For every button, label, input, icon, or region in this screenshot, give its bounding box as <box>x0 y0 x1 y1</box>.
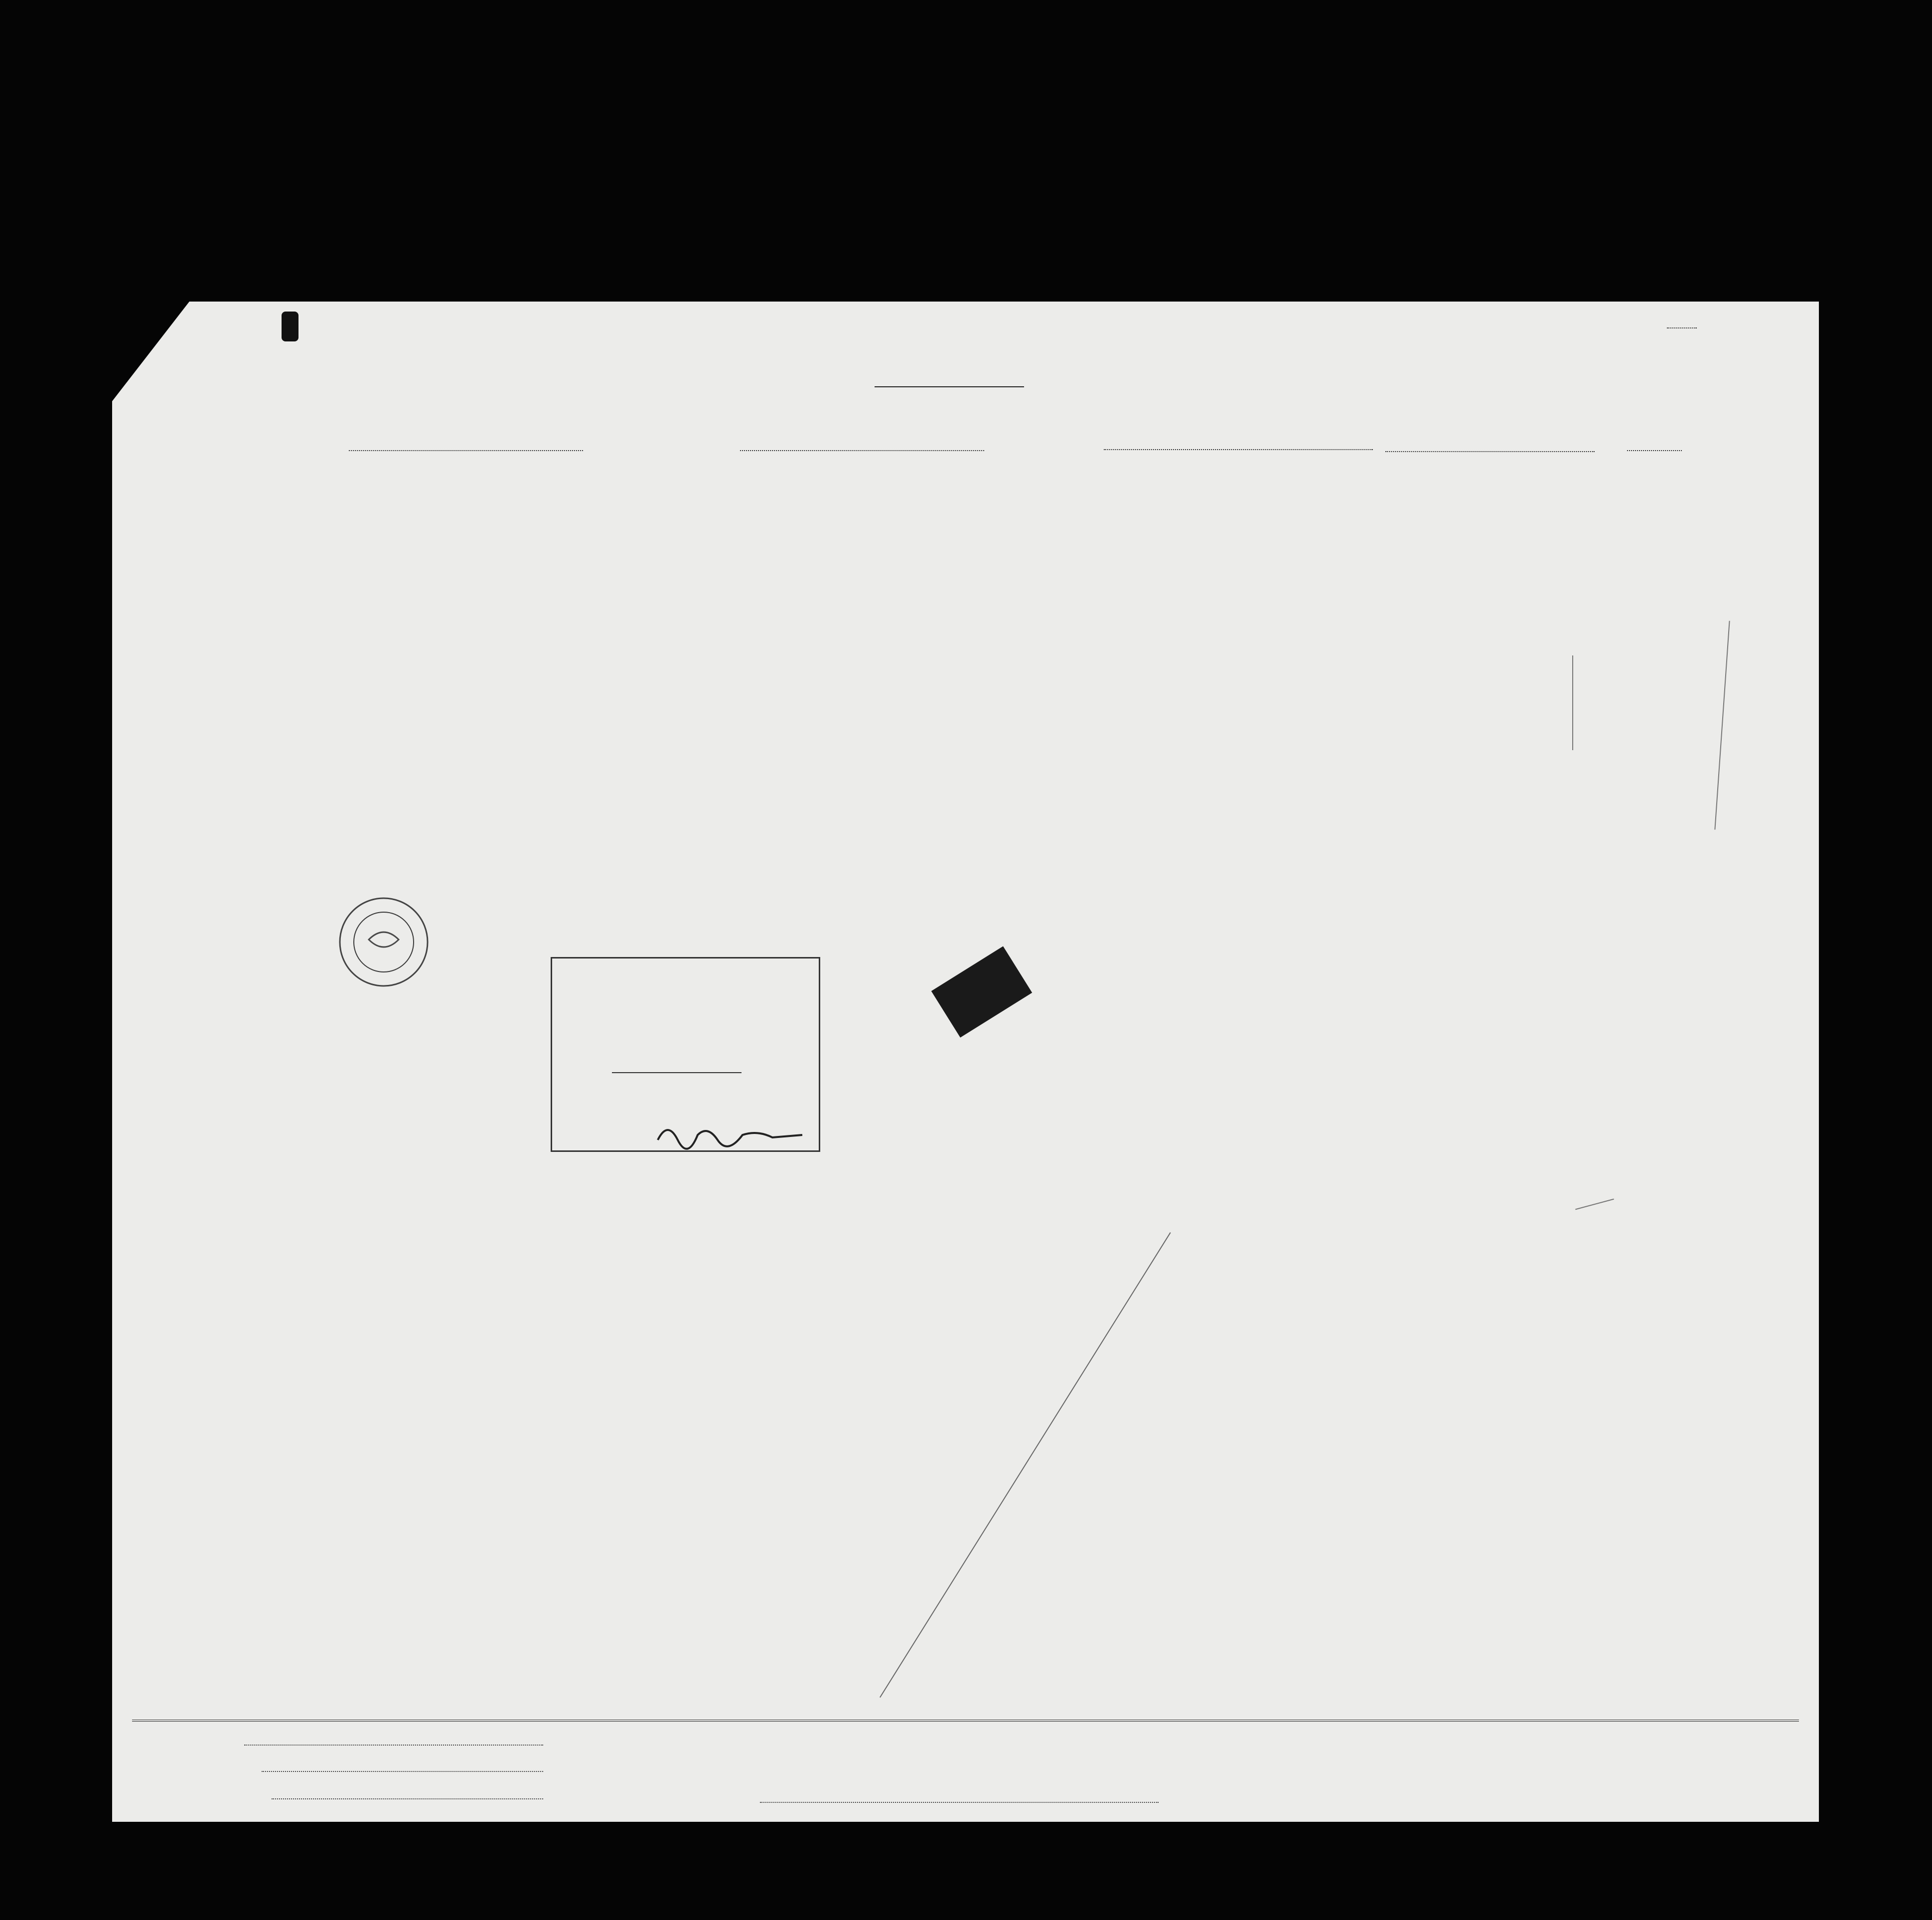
arriving-port <box>1104 449 1373 450</box>
ink-blot <box>282 312 298 341</box>
inspector-rule <box>760 1802 1159 1803</box>
embossed-seal <box>321 880 446 1004</box>
closed-with-stamp <box>591 880 606 904</box>
footer-owners-value <box>262 1771 543 1772</box>
manifest-page <box>112 302 1819 1822</box>
arrival-date <box>1385 451 1595 452</box>
tally-rule <box>1575 1199 1614 1210</box>
film-edge-strip <box>0 0 1932 75</box>
footer-line-value <box>244 1745 543 1746</box>
pencil-mark <box>1714 621 1730 829</box>
vessel-name <box>349 450 583 451</box>
footer-rule <box>132 1720 1799 1722</box>
pencil-mark <box>1572 655 1573 750</box>
sheet-number <box>1667 327 1697 328</box>
arrival-year <box>1627 450 1682 451</box>
sailing-port <box>740 450 984 451</box>
pencil-diagonal-line <box>880 1232 1171 1698</box>
footer-agents-value <box>272 1798 543 1799</box>
title-rule <box>875 386 1024 387</box>
consul-signature <box>653 1115 812 1155</box>
fee-revenue-stamp <box>931 946 1032 1037</box>
consulate-date-value <box>612 1072 742 1073</box>
